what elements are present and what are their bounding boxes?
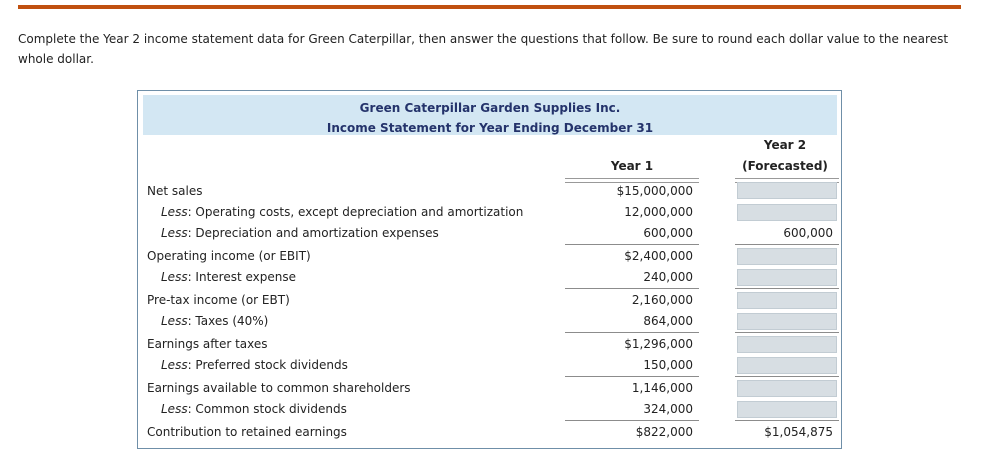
subtotal-rule: [735, 420, 839, 421]
year2-header: Year 2: [763, 138, 807, 152]
subtotal-rule: [565, 288, 699, 289]
common-dividends-text: : Common stock dividends: [187, 402, 347, 416]
year2-taxes-input[interactable]: [737, 313, 837, 330]
depreciation-text: : Depreciation and amortization expenses: [187, 226, 439, 240]
row-label-earnings-available-common: Earnings available to common shareholders: [147, 381, 411, 395]
year2-operating-costs-input[interactable]: [737, 204, 837, 221]
income-statement-table: [137, 90, 842, 449]
year2-depreciation: 600,000: [783, 226, 833, 240]
row-label-interest-expense: [161, 270, 296, 284]
year1-interest-expense: 240,000: [643, 270, 693, 284]
year1-header: Year 1: [610, 159, 654, 173]
year2-retained-earnings: $1,054,875: [764, 425, 833, 439]
year1-taxes: 864,000: [643, 314, 693, 328]
preferred-dividends-text: : Preferred stock dividends: [187, 358, 348, 372]
row-label-common-dividends: [161, 402, 347, 416]
year2-forecasted-header: (Forecasted): [742, 159, 828, 173]
row-label-net-sales: Net sales: [147, 184, 203, 198]
year2-ebit-input[interactable]: [737, 248, 837, 265]
year1-common-dividends: 324,000: [643, 402, 693, 416]
subtotal-rule: [735, 376, 839, 377]
statement-title: Income Statement for Year Ending December 31: [326, 121, 654, 135]
year1-preferred-dividends: 150,000: [643, 358, 693, 372]
row-label-earnings-after-taxes: Earnings after taxes: [147, 337, 268, 351]
subtotal-rule: [565, 420, 699, 421]
year2-earnings-after-taxes-input[interactable]: [737, 336, 837, 353]
top-accent-rule: [18, 5, 961, 9]
year2-interest-expense-input[interactable]: [737, 269, 837, 286]
year2-earnings-available-common-input[interactable]: [737, 380, 837, 397]
year1-earnings-after-taxes: $1,296,000: [624, 337, 693, 351]
year1-header-rule: [565, 178, 699, 183]
subtotal-rule: [735, 288, 839, 289]
less-label: Less: [161, 205, 188, 219]
year1-retained-earnings: $822,000: [635, 425, 693, 439]
year1-earnings-available-common: 1,146,000: [631, 381, 693, 395]
subtotal-rule: [565, 244, 699, 245]
statement-header-band: [143, 95, 837, 135]
row-label-ebit: Operating income (or EBIT): [147, 249, 311, 263]
year2-common-dividends-input[interactable]: [737, 401, 837, 418]
row-label-depreciation: [161, 226, 439, 240]
row-label-taxes: [161, 314, 268, 328]
row-label-ebt: Pre-tax income (or EBT): [147, 293, 290, 307]
less-label: Less: [161, 314, 188, 328]
less-label: Less: [161, 226, 188, 240]
subtotal-rule: [565, 332, 699, 333]
row-label-preferred-dividends: [161, 358, 348, 372]
row-label-operating-costs: [161, 205, 523, 219]
subtotal-rule: [735, 244, 839, 245]
interest-expense-text: : Interest expense: [187, 270, 297, 284]
instructions-text: Complete the Year 2 income statement data for Green Caterpillar, then answer the questions that follow. Be sure to round each dollar value to the nearest whole dollar.: [18, 32, 949, 66]
year2-ebt-input[interactable]: [737, 292, 837, 309]
year1-net-sales: $15,000,000: [616, 184, 693, 198]
subtotal-rule: [565, 376, 699, 377]
less-label: Less: [161, 358, 188, 372]
year2-net-sales-input[interactable]: [737, 182, 837, 199]
year1-ebt: 2,160,000: [631, 293, 693, 307]
year2-preferred-dividends-input[interactable]: [737, 357, 837, 374]
row-label-retained-earnings: Contribution to retained earnings: [147, 425, 347, 439]
company-name: Green Caterpillar Garden Supplies Inc.: [359, 101, 621, 115]
less-label: Less: [161, 402, 188, 416]
year1-operating-costs: 12,000,000: [624, 205, 693, 219]
year1-depreciation: 600,000: [643, 226, 693, 240]
subtotal-rule: [735, 332, 839, 333]
less-label: Less: [161, 270, 188, 284]
taxes-text: : Taxes (40%): [187, 314, 269, 328]
operating-costs-text: : Operating costs, except depreciation and amortization: [187, 205, 524, 219]
year1-ebit: $2,400,000: [624, 249, 693, 263]
